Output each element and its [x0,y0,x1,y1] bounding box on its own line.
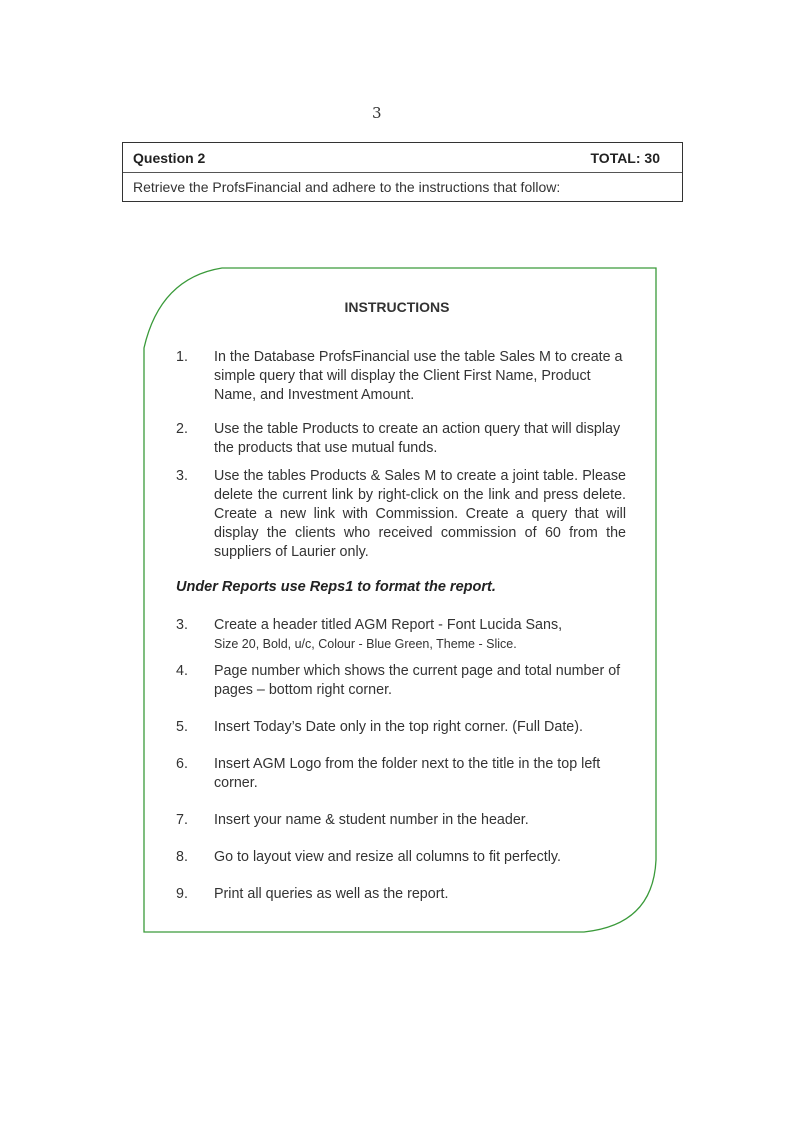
instruction-item [176,467,626,562]
item-number: 9. [176,886,188,902]
report-item [176,755,626,793]
report-item [176,885,626,904]
item-text: Use the tables Products & Sales M to create a joint table. Please delete the current link by right-click on the link and press delete. Create a new link with Commission. Create a query that will display the clients who received commission of 60 from the suppliers of Laurier only. [214,468,626,560]
item-number: 5. [176,719,188,735]
item-number: 7. [176,812,188,828]
report-item [176,616,626,654]
report-item [176,718,626,737]
item-text: In the Database ProfsFinancial use the table Sales M to create a simple query that will display the Client First Name, Product Name, and Investment Amount. [214,349,623,403]
question-instruction: Retrieve the ProfsFinancial and adhere to the instructions that follow: [133,179,561,195]
instructions-heading: INSTRUCTIONS [344,299,450,315]
item-number: 3. [176,468,188,484]
question-title: Question 2 [133,150,206,166]
item-number: 1. [176,349,188,365]
item-text: Insert Today’s Date only in the top right corner. (Full Date). [214,719,583,735]
item-number: 4. [176,663,188,679]
item-text-line1: Create a header titled AGM Report - Font Lucida Sans, [214,617,563,633]
item-number: 3. [176,617,188,633]
item-text: Use the table Products to create an action query that will display the products that use mutual funds. [214,421,621,456]
item-number: 8. [176,849,188,865]
item-text-line2: Size 20, Bold, u/c, Colour - Blue Green, Theme - Slice. [214,637,517,651]
report-item [176,848,626,867]
report-item [176,811,626,830]
item-number: 2. [176,421,188,437]
report-item [176,662,626,700]
item-text: Insert AGM Logo from the folder next to the title in the top left corner. [214,756,601,791]
item-text: Insert your name & student number in the header. [214,812,529,828]
item-text: Page number which shows the current page and total number of pages – bottom right corner. [214,663,621,698]
page-number: 3 [372,104,382,122]
question-total: TOTAL: 30 [590,150,660,166]
instruction-item [176,348,626,405]
reports-heading: Under Reports use Reps1 to format the report. [176,579,496,595]
item-text: Print all queries as well as the report. [214,886,449,902]
item-number: 6. [176,756,188,772]
item-text: Go to layout view and resize all columns to fit perfectly. [214,849,561,865]
instruction-item [176,420,626,458]
